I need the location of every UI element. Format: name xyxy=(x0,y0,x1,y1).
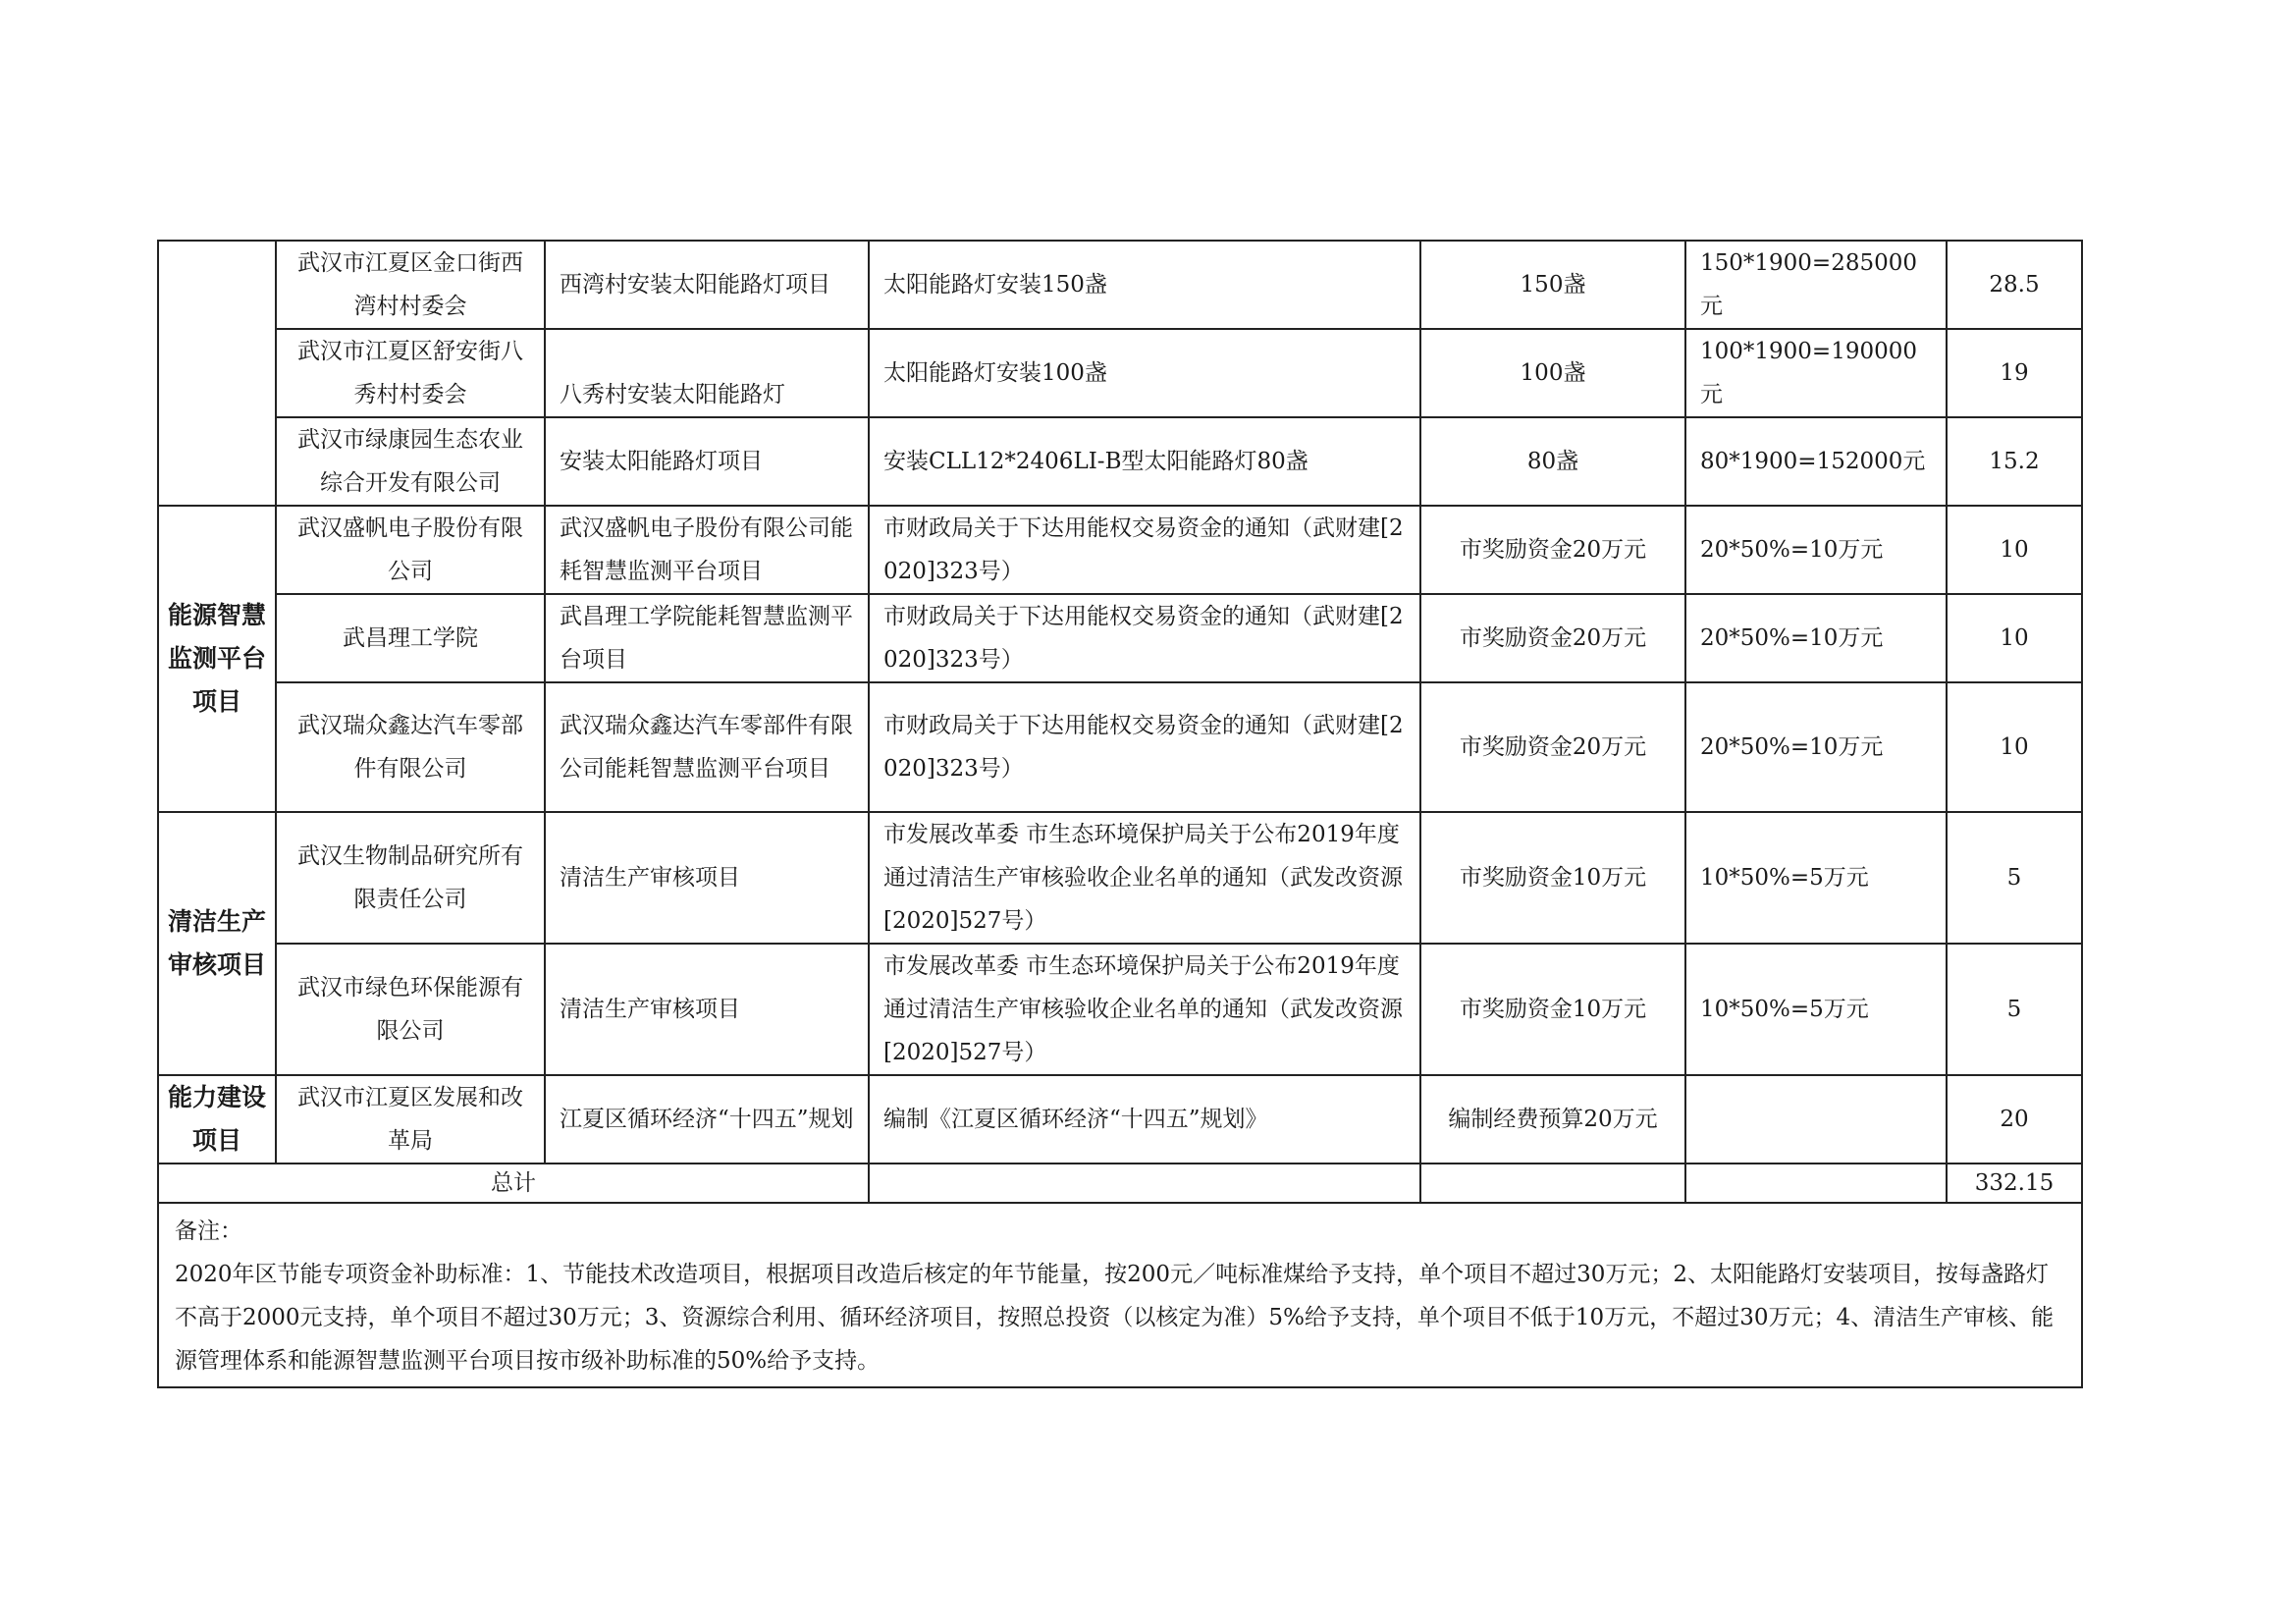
unit-cell: 武昌理工学院 xyxy=(276,594,545,682)
project-cell: 武汉瑞众鑫达汽车零部件有限公司能耗智慧监测平台项目 xyxy=(545,682,869,812)
category-cell xyxy=(158,241,276,506)
calc-cell: 20*50%=10万元 xyxy=(1685,506,1947,594)
content-cell: 太阳能路灯安装150盏 xyxy=(869,241,1420,329)
project-cell: 八秀村安装太阳能路灯 xyxy=(545,329,869,417)
content-cell: 编制《江夏区循环经济“十四五”规划》 xyxy=(869,1075,1420,1164)
category-cell: 能力建设项目 xyxy=(158,1075,276,1164)
table-row xyxy=(158,682,2082,812)
project-cell: 安装太阳能路灯项目 xyxy=(545,417,869,506)
table-row xyxy=(158,506,2082,594)
total-amount: 332.15 xyxy=(1947,1164,2082,1203)
amount-cell: 10 xyxy=(1947,594,2082,682)
unit-cell: 武汉市江夏区发展和改革局 xyxy=(276,1075,545,1164)
unit-cell: 武汉盛帆电子股份有限公司 xyxy=(276,506,545,594)
calc-cell: 100*1900=190000元 xyxy=(1685,329,1947,417)
content-cell: 市发展改革委 市生态环境保护局关于公布2019年度通过清洁生产审核验收企业名单的通知（武发改资源[2020]527号） xyxy=(869,812,1420,944)
unit-cell: 武汉瑞众鑫达汽车零部件有限公司 xyxy=(276,682,545,812)
unit-cell: 武汉市江夏区金口街西湾村村委会 xyxy=(276,241,545,329)
content-cell: 安装CLL12*2406LI-B型太阳能路灯80盏 xyxy=(869,417,1420,506)
scale-cell: 市奖励资金10万元 xyxy=(1420,812,1685,944)
empty-cell xyxy=(1420,1164,1685,1203)
project-cell: 清洁生产审核项目 xyxy=(545,812,869,944)
notes-cell xyxy=(158,1203,2082,1387)
funding-table xyxy=(157,240,2083,1388)
notes-text: 2020年区节能专项资金补助标准：1、节能技术改造项目，根据项目改造后核定的年节能量，按200元／吨标准煤给予支持，单个项目不超过30万元；2、太阳能路灯安装项目，按每盏路灯不高于2000元支持，单个项目不超过30万元；3、资源综合利用、循环经济项目，按照总投资（以核定为准）5%给予支持，单个项目不低于10万元，不超过30万元；4、清洁生产审核、能源管理体系和能源智慧监测平台项目按市级补助标准的50%给予支持。 xyxy=(175,1262,2055,1374)
category-cell: 清洁生产审核项目 xyxy=(158,812,276,1075)
content-cell: 市财政局关于下达用能权交易资金的通知（武财建[2020]323号） xyxy=(869,594,1420,682)
unit-cell: 武汉市绿康园生态农业综合开发有限公司 xyxy=(276,417,545,506)
notes-row xyxy=(158,1203,2082,1387)
unit-cell: 武汉生物制品研究所有限责任公司 xyxy=(276,812,545,944)
content-cell: 市发展改革委 市生态环境保护局关于公布2019年度通过清洁生产审核验收企业名单的通知（武发改资源[2020]527号） xyxy=(869,944,1420,1075)
total-row xyxy=(158,1164,2082,1203)
amount-cell: 15.2 xyxy=(1947,417,2082,506)
project-cell: 西湾村安装太阳能路灯项目 xyxy=(545,241,869,329)
content-cell: 太阳能路灯安装100盏 xyxy=(869,329,1420,417)
table-row xyxy=(158,594,2082,682)
amount-cell: 10 xyxy=(1947,506,2082,594)
project-cell: 武汉盛帆电子股份有限公司能耗智慧监测平台项目 xyxy=(545,506,869,594)
scale-cell: 市奖励资金10万元 xyxy=(1420,944,1685,1075)
calc-cell xyxy=(1685,1075,1947,1164)
content-cell: 市财政局关于下达用能权交易资金的通知（武财建[2020]323号） xyxy=(869,506,1420,594)
funding-table-page xyxy=(157,240,2081,1388)
amount-cell: 5 xyxy=(1947,944,2082,1075)
calc-cell: 10*50%=5万元 xyxy=(1685,944,1947,1075)
amount-cell: 5 xyxy=(1947,812,2082,944)
scale-cell: 市奖励资金20万元 xyxy=(1420,682,1685,812)
amount-cell: 10 xyxy=(1947,682,2082,812)
project-cell: 江夏区循环经济“十四五”规划 xyxy=(545,1075,869,1164)
empty-cell xyxy=(1685,1164,1947,1203)
calc-cell: 10*50%=5万元 xyxy=(1685,812,1947,944)
category-cell: 能源智慧监测平台项目 xyxy=(158,506,276,812)
table-row xyxy=(158,1075,2082,1164)
table-row xyxy=(158,241,2082,329)
empty-cell xyxy=(869,1164,1420,1203)
unit-cell: 武汉市江夏区舒安街八秀村村委会 xyxy=(276,329,545,417)
table-row xyxy=(158,812,2082,944)
content-cell: 市财政局关于下达用能权交易资金的通知（武财建[2020]323号） xyxy=(869,682,1420,812)
calc-cell: 20*50%=10万元 xyxy=(1685,682,1947,812)
scale-cell: 市奖励资金20万元 xyxy=(1420,506,1685,594)
scale-cell: 编制经费预算20万元 xyxy=(1420,1075,1685,1164)
table-row xyxy=(158,944,2082,1075)
scale-cell: 150盏 xyxy=(1420,241,1685,329)
table-row xyxy=(158,417,2082,506)
calc-cell: 150*1900=285000元 xyxy=(1685,241,1947,329)
calc-cell: 80*1900=152000元 xyxy=(1685,417,1947,506)
amount-cell: 28.5 xyxy=(1947,241,2082,329)
scale-cell: 100盏 xyxy=(1420,329,1685,417)
total-label: 总计 xyxy=(158,1164,869,1203)
scale-cell: 80盏 xyxy=(1420,417,1685,506)
notes-title: 备注： xyxy=(175,1218,242,1244)
unit-cell: 武汉市绿色环保能源有限公司 xyxy=(276,944,545,1075)
table-row xyxy=(158,329,2082,417)
amount-cell: 20 xyxy=(1947,1075,2082,1164)
project-cell: 清洁生产审核项目 xyxy=(545,944,869,1075)
calc-cell: 20*50%=10万元 xyxy=(1685,594,1947,682)
scale-cell: 市奖励资金20万元 xyxy=(1420,594,1685,682)
amount-cell: 19 xyxy=(1947,329,2082,417)
project-cell: 武昌理工学院能耗智慧监测平台项目 xyxy=(545,594,869,682)
